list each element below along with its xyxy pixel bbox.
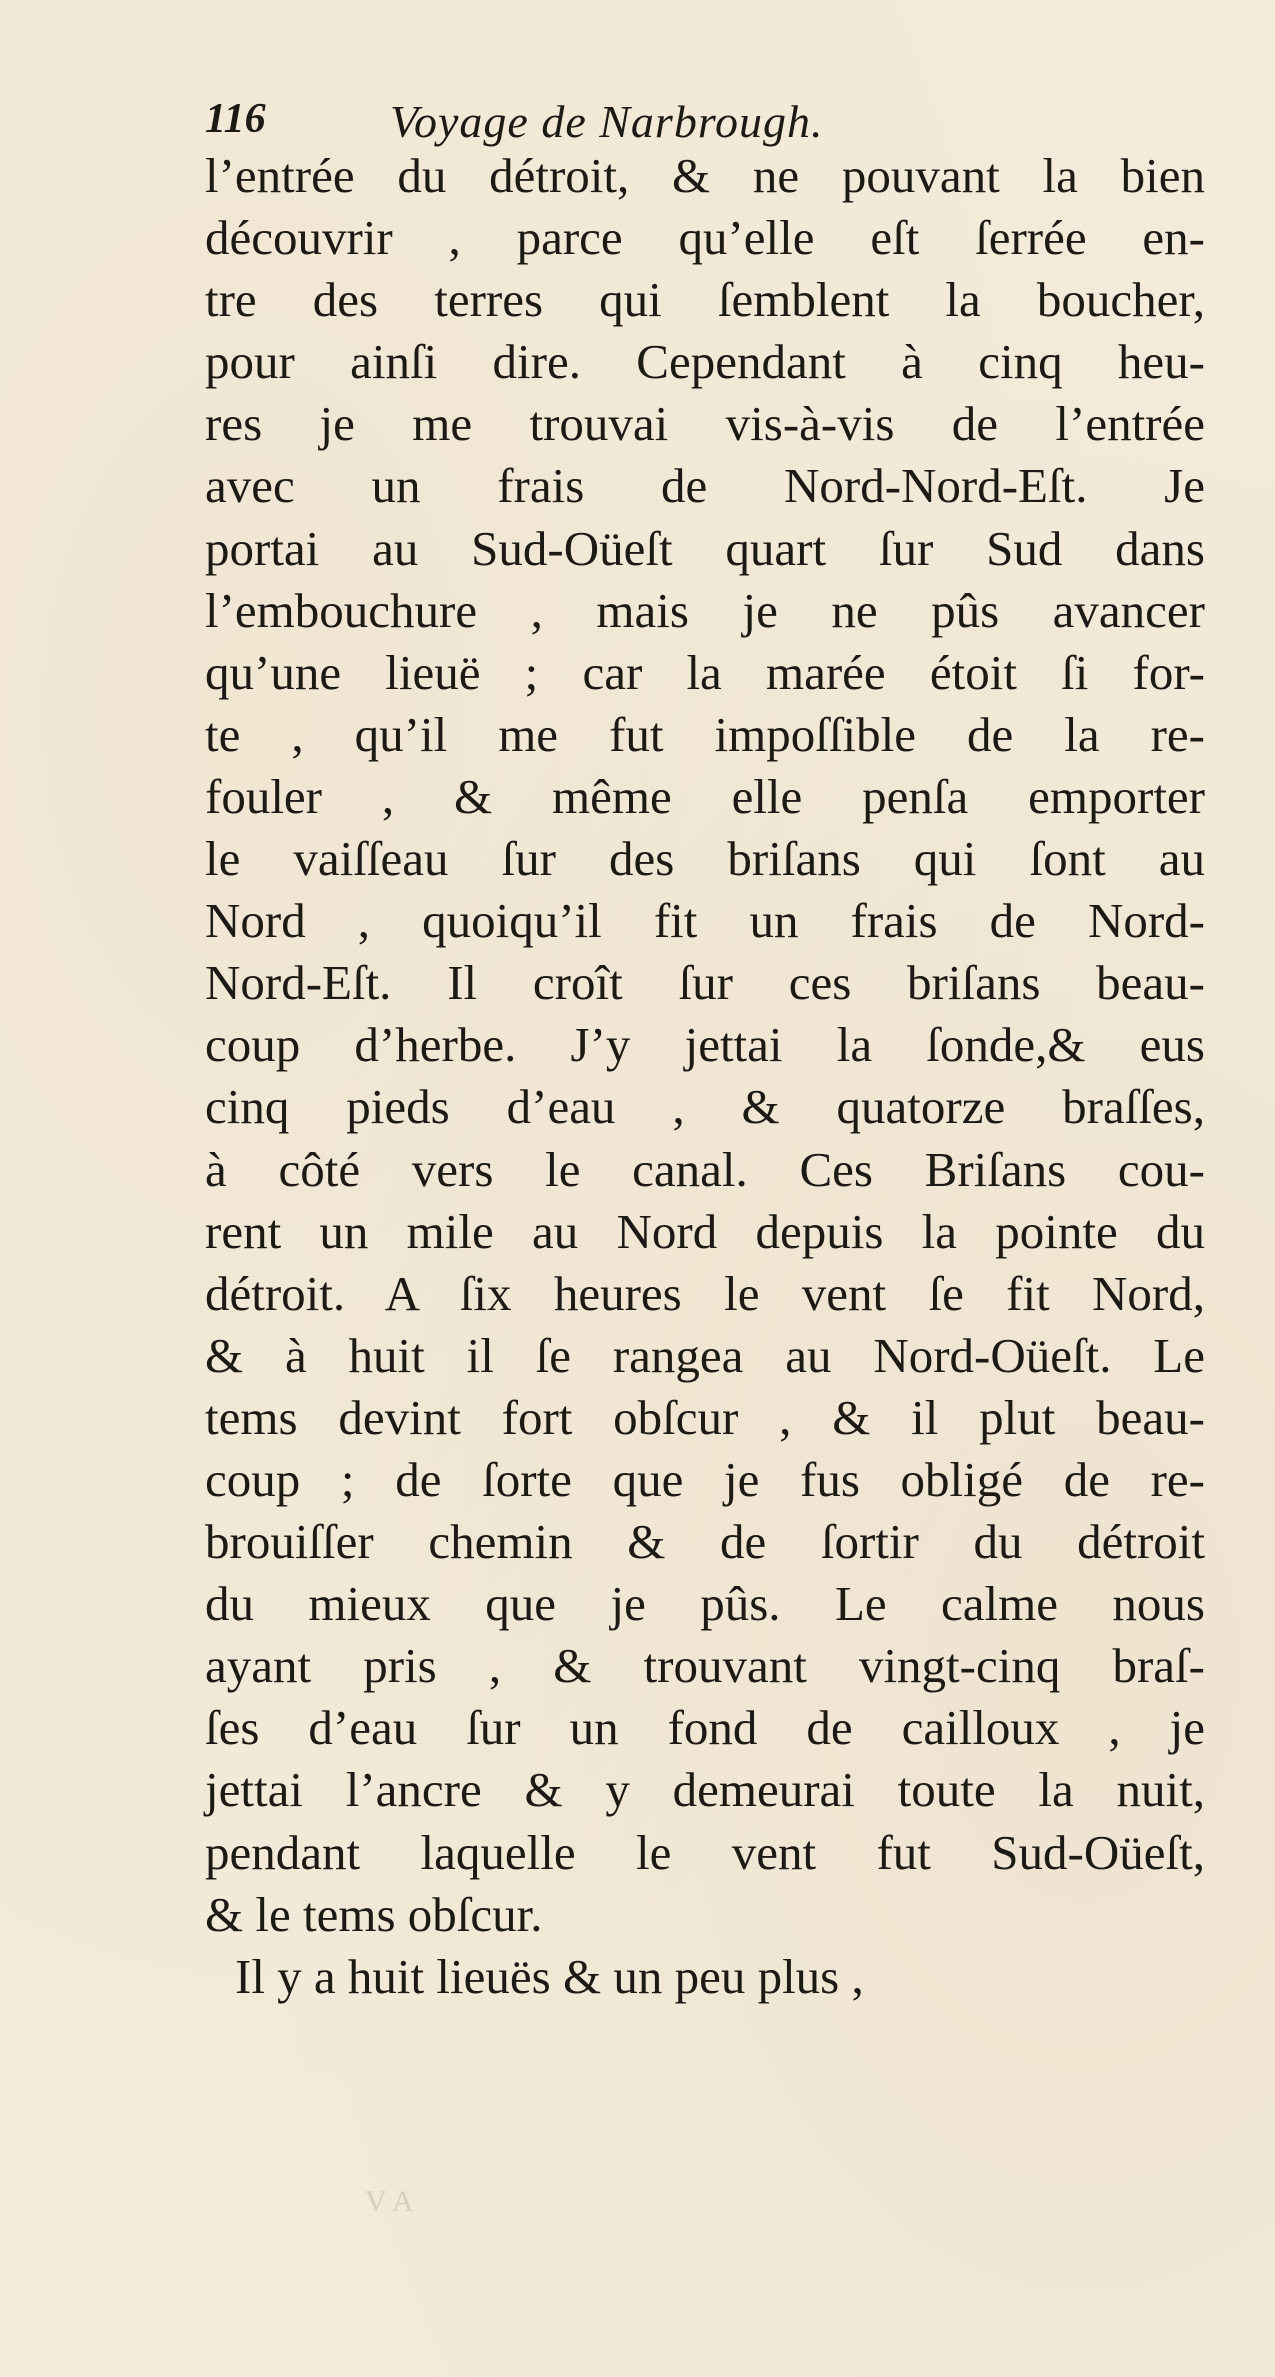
text-line: le vaiſſeau ſur des briſans qui ſont au [205,831,1205,887]
text-line: pour ainſi dire. Cependant à cinq heu- [205,334,1205,390]
running-title: Voyage de Narbrough. [390,96,824,147]
text-line: & le tems obſcur. [205,1886,543,1942]
text-line: tems devint fort obſcur , & il plut beau- [205,1389,1205,1445]
text-line: du mieux que je pûs. Le calme nous [205,1576,1205,1632]
text-line: l’embouchure , mais je ne pûs avancer [205,582,1205,638]
text-line: tre des terres qui ſemblent la boucher, [205,272,1205,328]
text-line: jettai l’ancre & y demeurai toute la nuit, [205,1762,1205,1818]
text-line: avec un frais de Nord-Nord-Eſt. Je [205,458,1205,514]
text-line: à côté vers le canal. Ces Briſans cou- [205,1141,1205,1197]
text-line: coup d’herbe. J’y jettai la ſonde,& eus [205,1017,1205,1073]
text-line: ayant pris , & trouvant vingt-cinq braſ- [205,1638,1205,1694]
text-line: l’entrée du détroit, & ne pouvant la bien [205,148,1205,203]
text-line: res je me trouvai vis-à-vis de l’entrée [205,396,1205,452]
next-paragraph-line: Il y a huit lieuës & un peu plus , [235,1948,864,2004]
text-line: coup ; de ſorte que je fus obligé de re- [205,1451,1205,1507]
text-line: Nord , quoiqu’il fit un frais de Nord- [205,893,1205,949]
body-text [205,145,1205,2008]
text-line: fouler , & même elle penſa emporter [205,768,1205,824]
text-line: pendant laquelle le vent fut Sud-Oüeſt, [205,1824,1205,1880]
text-line: & à huit il ſe rangea au Nord-Oüeſt. Le [205,1327,1205,1383]
text-line: cinq pieds d’eau , & quatorze braſſes, [205,1079,1205,1135]
text-line: rent un mile au Nord depuis la pointe du [205,1203,1205,1259]
text-line: brouiſſer chemin & de ſortir du détroit [205,1514,1205,1570]
text-line: Nord-Eſt. Il croît ſur ces briſans beau- [205,955,1205,1011]
text-line: découvrir , parce qu’elle eſt ſerrée en- [205,210,1205,266]
text-line: détroit. A ſix heures le vent ſe fit Nord, [205,1265,1205,1321]
text-line: portai au Sud-Oüeſt quart ſur Sud dans [205,520,1205,576]
text-line: qu’une lieuë ; car la marée étoit ſi for- [205,644,1205,700]
page-number: 116 [205,96,266,142]
faint-mark: V A [365,2185,414,2218]
text-line: te , qu’il me fut impoſſible de la re- [205,706,1205,762]
text-line: ſes d’eau ſur un fond de cailloux , je [205,1700,1205,1756]
